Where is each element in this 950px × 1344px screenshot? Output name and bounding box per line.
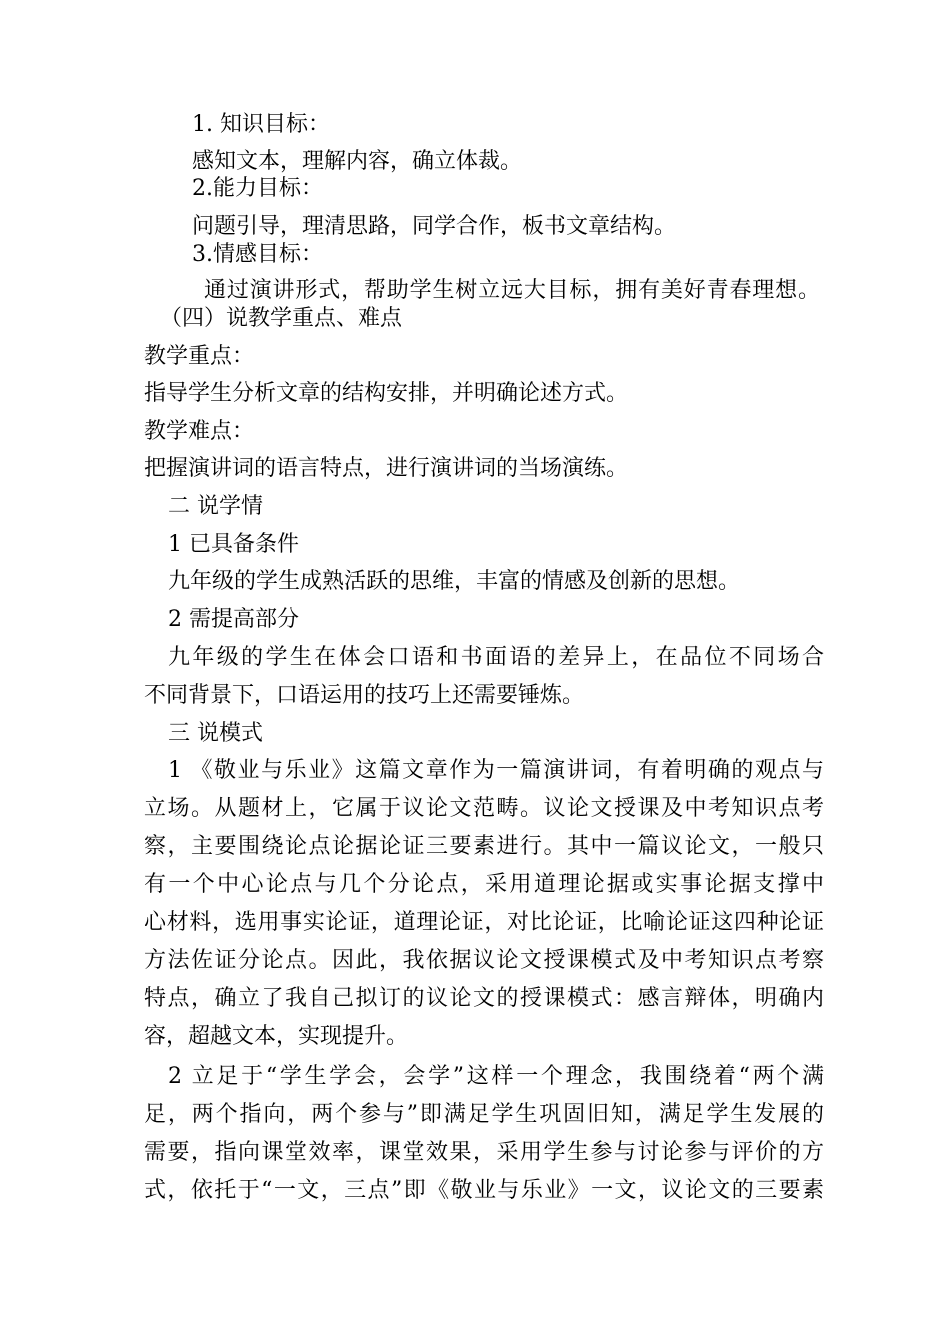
mode-para2-line-1: 2 立足于“学生学会，会学”这样一个理念，我围绕着“两个满 (168, 1064, 824, 1089)
student-situation-heading: 二 说学情 (168, 494, 263, 519)
mode-para2-line-2: 足，两个指向，两个参与”即满足学生巩固旧知，满足学生发展的 (144, 1102, 824, 1127)
key-points-section-heading: （四）说教学重点、难点 (160, 306, 403, 331)
ability-objective-text: 问题引导，理清思路，同学合作，板书文章结构。 (192, 214, 677, 239)
knowledge-objective-heading: 1. 知识目标： (192, 112, 330, 137)
mode-heading: 三 说模式 (168, 721, 263, 746)
teaching-difficulty-text: 把握演讲词的语言特点，进行演讲词的当场演练。 (144, 456, 629, 481)
mode-para1-line-4: 有一个中心论点与几个分论点，采用道理论据或实事论据支撑中 (144, 872, 824, 897)
mode-para2-line-4: 式，依托于“一文，三点”即《敬业与乐业》一文，议论文的三要素 (144, 1178, 824, 1203)
existing-conditions-text: 九年级的学生成熟活跃的思维，丰富的情感及创新的思想。 (168, 569, 741, 594)
improvement-text-line-2: 不同背景下，口语运用的技巧上还需要锤炼。 (144, 683, 585, 708)
mode-para2-line-3: 需要，指向课堂效率，课堂效果，采用学生参与讨论参与评价的方 (144, 1140, 824, 1165)
mode-para1-line-3: 察，主要围绕论点论据论证三要素进行。其中一篇议论文，一般只 (144, 834, 824, 859)
improvement-text-line-1: 九年级的学生在体会口语和书面语的差异上，在品位不同场合 (168, 645, 824, 670)
teaching-focus-label: 教学重点： (144, 344, 255, 369)
mode-para1-line-7: 特点，确立了我自己拟订的议论文的授课模式：感言辩体，明确内 (144, 986, 824, 1011)
mode-para1-line-1: 1 《敬业与乐业》这篇文章作为一篇演讲词，有着明确的观点与 (168, 758, 824, 783)
mode-para1-line-5: 心材料，选用事实论证，道理论证，对比论证，比喻论证这四种论证 (144, 910, 824, 935)
knowledge-objective-text: 感知文本，理解内容，确立体裁。 (192, 149, 523, 174)
existing-conditions-heading: 1 已具备条件 (168, 532, 299, 557)
improvement-heading: 2 需提高部分 (168, 607, 299, 632)
emotion-objective-text: 通过演讲形式，帮助学生树立远大目标，拥有美好青春理想。 (204, 278, 820, 303)
teaching-difficulty-label: 教学难点： (144, 419, 255, 444)
teaching-focus-text: 指导学生分析文章的结构安排，并明确论述方式。 (144, 381, 629, 406)
mode-para1-line-2: 立场。从题材上，它属于议论文范畴。议论文授课及中考知识点考 (144, 796, 824, 821)
ability-objective-heading: 2.能力目标： (192, 176, 323, 201)
mode-para1-line-8: 容，超越文本，实现提升。 (144, 1024, 409, 1049)
mode-para1-line-6: 方法佐证分论点。因此，我依据议论文授课模式及中考知识点考察 (144, 948, 824, 973)
emotion-objective-heading: 3.情感目标： (192, 242, 323, 267)
